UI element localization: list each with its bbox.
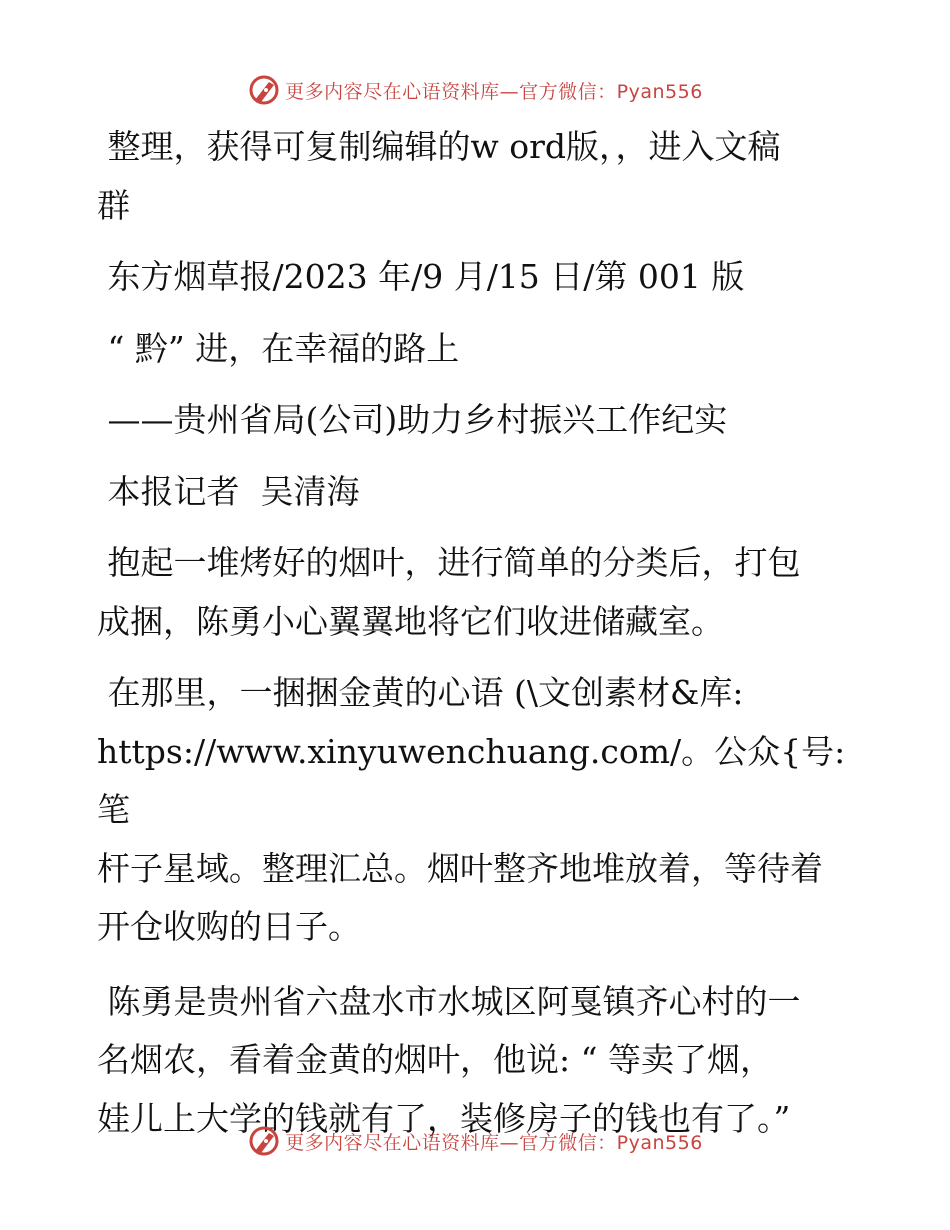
body-paragraph-1: 抱起一堆烤好的烟叶，进行简单的分类后，打包 成捆，陈勇小心翼翼地将它们收进储藏室。	[97, 543, 801, 641]
banner-text: 更多内容尽在心语资料库—官方微信：Pyan556	[285, 1131, 703, 1154]
intro-paragraph: 整理，获得可复制编辑的w ord版，，进入文稿 群	[97, 127, 781, 225]
header-watermark-banner	[0, 70, 950, 110]
document-body	[97, 118, 857, 1148]
body-paragraph-2: 在那里，一捆捆金黄的心语 (\文创素材&库: https://www.xinyuwenchuang.com/。公众{号: 笔 杆子星域。整理汇总。烟叶整齐地堆放着，等待着 开仓收购的日子。	[97, 673, 846, 946]
byline: 本报记者 吴清海	[97, 471, 360, 511]
banner-text: 更多内容尽在心语资料库—官方微信：Pyan556	[285, 80, 703, 103]
body-paragraph-3: 陈勇是贵州省六盘水市水城区阿戛镇齐心村的一 名烟农，看着金黄的烟叶，他说: “ 等卖了烟， 娃儿上大学的钱就有了，装修房子的钱也有了。”	[97, 981, 801, 1138]
pen-nib-circle-icon	[247, 1124, 281, 1158]
footer-watermark-banner	[0, 1121, 950, 1161]
pen-nib-circle-icon	[247, 73, 281, 107]
publication-line: 东方烟草报/2023 年/9 月/15 日/第 001 版	[97, 257, 745, 296]
article-title: “ 黔” 进，在幸福的路上	[97, 328, 460, 368]
article-subtitle: ——贵州省局(公司)助力乡村振兴工作纪实	[97, 400, 728, 439]
